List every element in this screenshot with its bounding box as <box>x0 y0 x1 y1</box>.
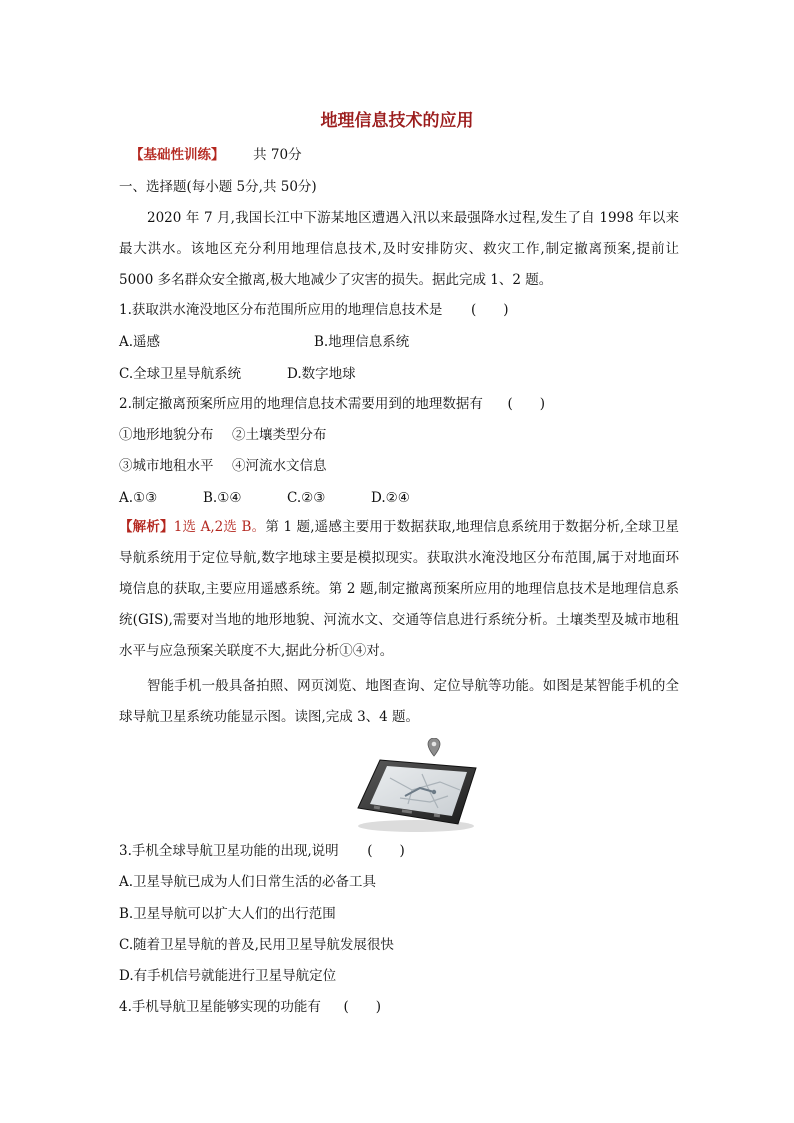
question-3-paren: ( ) <box>367 843 405 859</box>
section-header <box>130 145 302 165</box>
page-title: 地理信息技术的应用 <box>320 111 474 131</box>
question-3-option-d: D.有手机信号就能进行卫星导航定位 <box>119 968 337 984</box>
question-2-item-1: ①地形地貌分布 <box>119 427 214 443</box>
question-1-paren: ( ) <box>470 302 509 318</box>
question-1-text: 1.获取洪水淹没地区分布范围所应用的地理信息技术是 <box>119 302 443 318</box>
question-2-item-2: ②土壤类型分布 <box>232 427 327 443</box>
question-2-text: 2.制定撤离预案所应用的地理信息技术需要用到的地理数据有 <box>119 396 483 412</box>
analysis-answer: 1选 A,2选 B。 <box>173 519 266 535</box>
part1-heading: 一、选择题(每小题 5分,共 50分) <box>119 179 317 195</box>
question-2-option-c: C.②③ <box>287 490 326 506</box>
section-score: 共 70分 <box>253 147 302 163</box>
question-1-stem <box>119 300 509 320</box>
question-3-option-c: C.随着卫星导航的普及,民用卫星导航发展很快 <box>119 937 394 953</box>
question-3-option-b: B.卫星导航可以扩大人们的出行范围 <box>119 906 336 922</box>
question-3-option-a: A.卫星导航已成为人们日常生活的必备工具 <box>119 874 377 890</box>
smartphone-navigation-illustration <box>350 738 482 834</box>
question-1-option-a: A.遥感 <box>119 334 161 350</box>
question-2-item-3: ③城市地租水平 <box>119 458 214 474</box>
question-3-stem <box>119 841 405 861</box>
analysis-paragraph <box>119 512 679 667</box>
intro-paragraph-2: 智能手机一般具备拍照、网页浏览、地图查询、定位导航等功能。如图是某智能手机的全球导航卫星系统功能显示图。读图,完成 3、4 题。 <box>119 678 679 725</box>
question-4-stem <box>119 997 381 1017</box>
question-3-text: 3.手机全球导航卫星功能的出现,说明 <box>119 843 339 859</box>
question-1-option-b: B.地理信息系统 <box>314 334 410 350</box>
question-2-paren: ( ) <box>507 396 546 412</box>
question-4-paren: ( ) <box>343 999 382 1015</box>
question-2-option-d: D.②④ <box>371 490 410 506</box>
question-2-item-4: ④河流水文信息 <box>232 458 327 474</box>
analysis-label: 【解析】 <box>119 519 174 535</box>
question-2-option-b: B.①④ <box>203 490 242 506</box>
question-4-text: 4.手机导航卫星能够实现的功能有 <box>119 999 321 1015</box>
question-2-option-a: A.①③ <box>119 490 158 506</box>
analysis-text: 第 1 题,遥感主要用于数据获取,地理信息系统用于数据分析,全球卫星导航系统用于定位导航,数字地球主要是模拟现实。获取洪水淹没地区分布范围,属于对地面环境信息的获取,主要应用遥感系统。第 2 题,制定撤离预案所应用的地理信息技术是地理信息系统(GIS),需要对当地的地形地貌、河流水文、交通等信息进行系统分析。土壤类型及城市地租水平与应急预案关联度不大,据此分析①④对。 <box>119 519 680 659</box>
question-2-stem <box>119 394 545 414</box>
intro-paragraph-1: 2020 年 7 月,我国长江中下游某地区遭遇入汛以来最强降水过程,发生了自 1998 年以来最大洪水。该地区充分利用地理信息技术,及时安排防灾、救灾工作,制定撤离预案,提前让 5000 多名群众安全撤离,极大地减少了灾害的损失。据此完成 1、2 题。 <box>119 210 679 288</box>
question-1-option-c: C.全球卫星导航系统 <box>119 366 242 382</box>
section-label: 【基础性训练】 <box>130 147 225 163</box>
question-1-option-d: D.数字地球 <box>287 366 356 382</box>
